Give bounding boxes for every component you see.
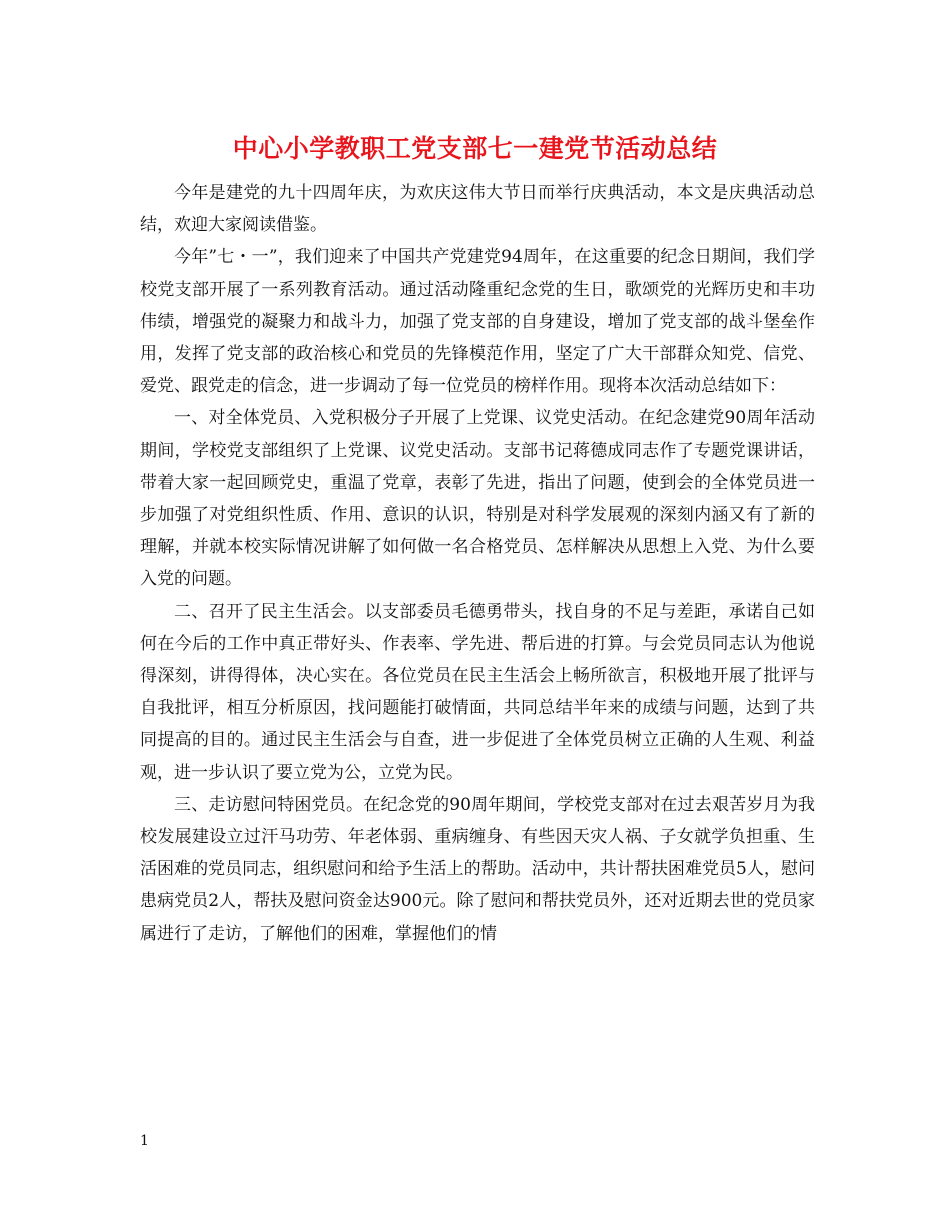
document-body bbox=[140, 177, 815, 950]
paragraph-intro: 今年是建党的九十四周年庆，为欢庆这伟大节日而举行庆典活动，本文是庆典活动总结，欢迎大家阅读借鉴。 bbox=[140, 183, 815, 236]
paragraph-section-1: 一、对全体党员、入党积极分子开展了上党课、议党史活动。在纪念建党90周年活动期间，学校党支部组织了上党课、议党史活动。支部书记蒋德成同志作了专题党课讲话，带着大家一起回顾党史，重温了党章，表彰了先进，指出了问题，使到会的全体党员进一步加强了对党组织性质、作用、意识的认识，特别是对科学发展观的深刻内涵又有了新的理解，并就本校实际情况讲解了如何做一名合格党员、怎样解决从思想上入党、为什么要入党的问题。 bbox=[140, 408, 815, 590]
paragraph-section-3: 三、走访慰问特困党员。在纪念党的90周年期间，学校党支部对在过去艰苦岁月为我校发展建设立过汗马功劳、年老体弱、重病缠身、有些因天灾人祸、子女就学负担重、生活困难的党员同志，组织慰问和给予生活上的帮助。活动中，共计帮扶困难党员5人，慰问患病党员2人，帮扶及慰问资金达900元。除了慰问和帮扶党员外，还对近期去世的党员家属进行了走访，了解他们的困难，掌握他们的情 bbox=[140, 794, 815, 944]
paragraph-overview: 今年”七・一”，我们迎来了中国共产党建党94周年，在这重要的纪念日期间，我们学校党支部开展了一系列教育活动。通过活动隆重纪念党的生日，歌颂党的光辉历史和丰功伟绩，增强党的凝聚力和战斗力，加强了党支部的自身建设，增加了党支部的战斗堡垒作用，发挥了党支部的政治核心和党员的先锋模范作用，坚定了广大干部群众知党、信党、爱党、跟党走的信念，进一步调动了每一位党员的榜样作用。现将本次活动总结如下： bbox=[140, 247, 815, 397]
page-number: 1 bbox=[140, 1133, 149, 1149]
paragraph-section-2: 二、召开了民主生活会。以支部委员毛德勇带头，找自身的不足与差距，承诺自己如何在今后的工作中真正带好头、作表率、学先进、帮后进的打算。与会党员同志认为他说得深刻，讲得得体，决心实在。各位党员在民主生活会上畅所欲言，积极地开展了批评与自我批评，相互分析原因，找问题能打破情面，共同总结半年来的成绩与问题，达到了共同提高的目的。通过民主生活会与自查，进一步促进了全体党员树立正确的人生观、利益观，进一步认识了要立党为公，立党为民。 bbox=[140, 601, 815, 783]
document-title: 中心小学教职工党支部七一建党节活动总结 bbox=[232, 134, 718, 163]
